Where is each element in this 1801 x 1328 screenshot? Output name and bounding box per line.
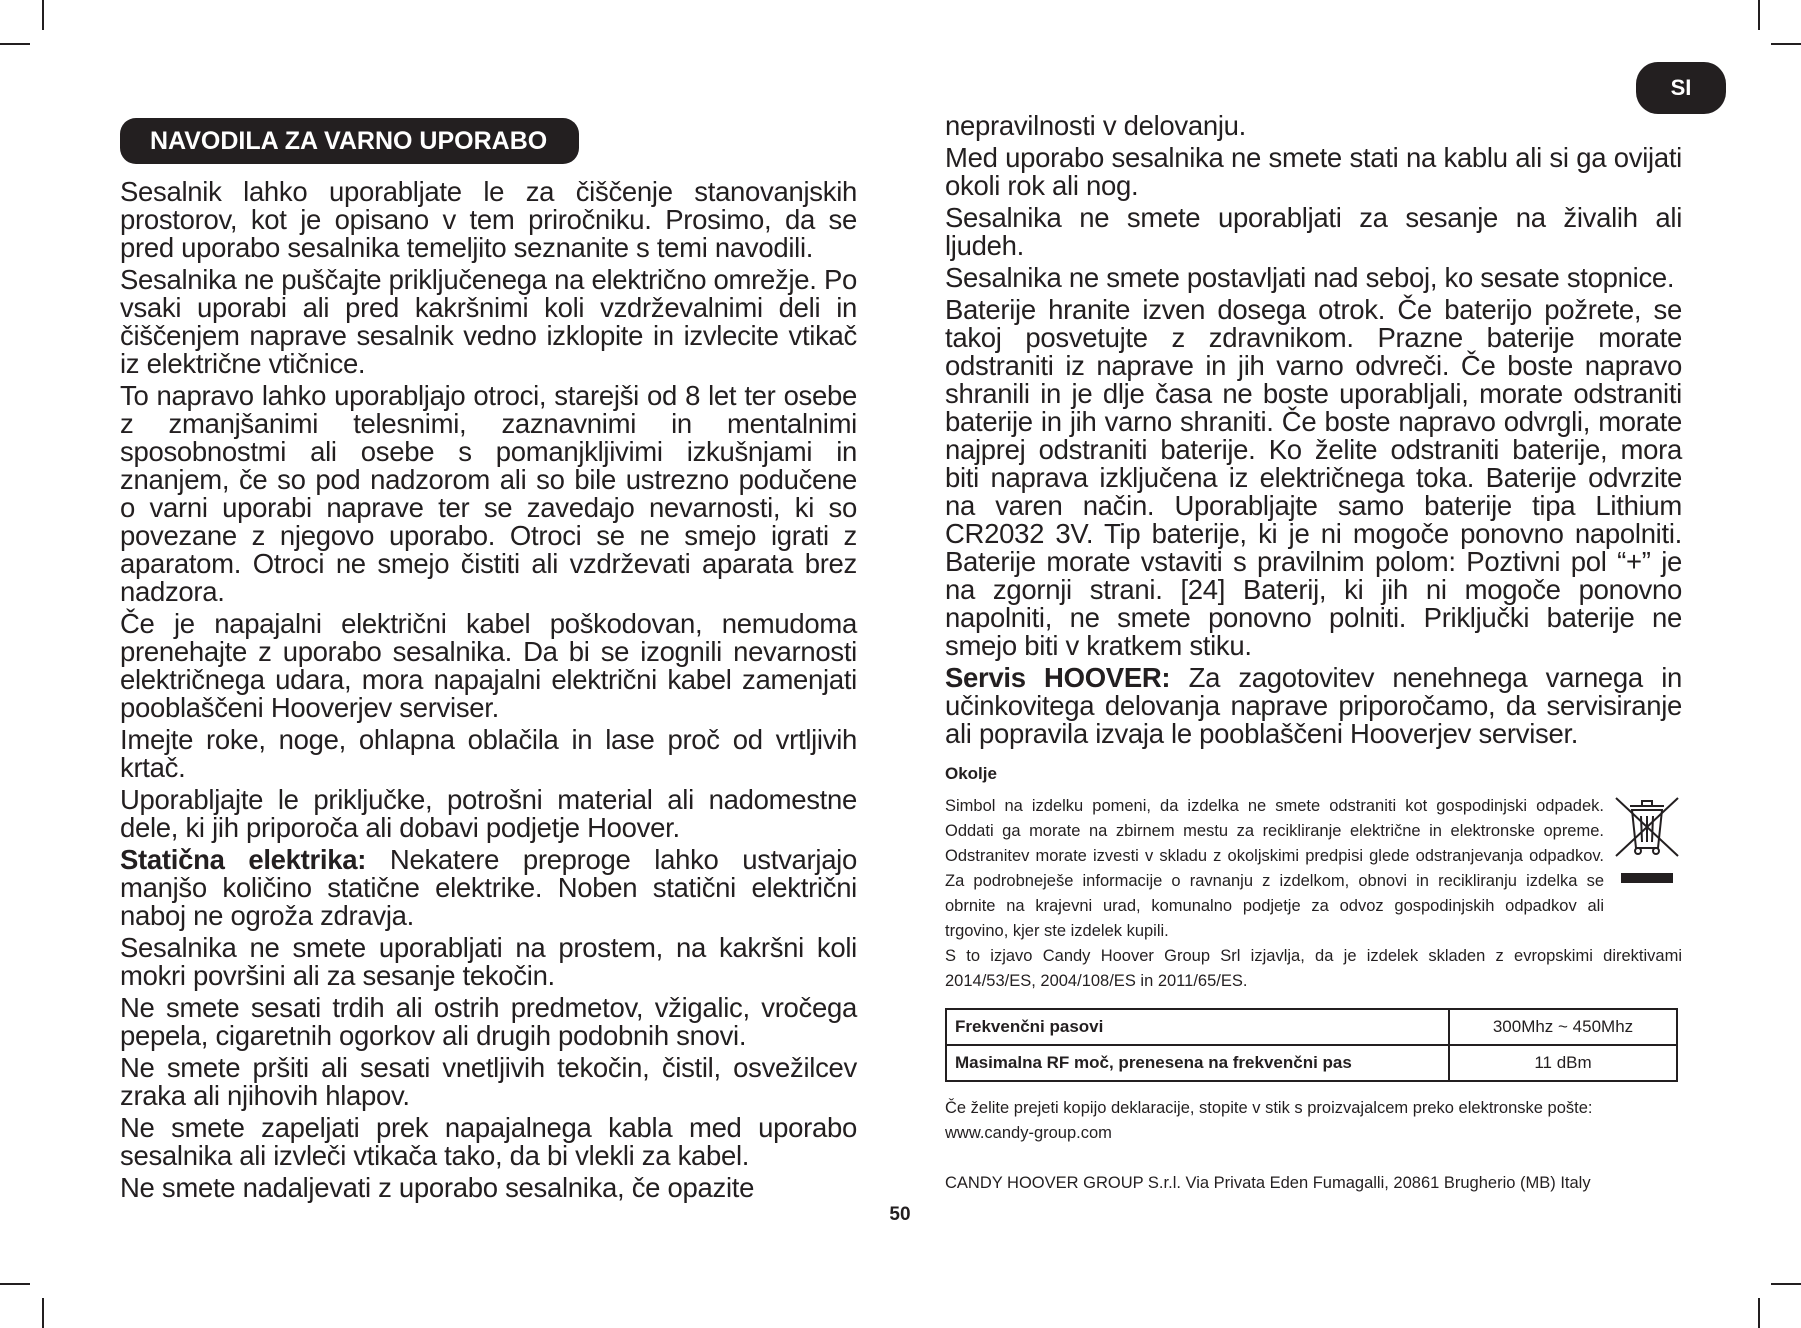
paragraph-service [945,664,1682,748]
paragraph: Sesalnika ne smete uporabljati na prostem, na kakršni koli mokri površini ali za sesanje tekočin. [120,932,857,991]
paragraph: Ne smete pršiti ali sesati vnetljivih tekočin, čistil, osvežilcev zraka ali njihovih hlapov. [120,1052,857,1111]
crop-mark [1771,43,1801,45]
paragraph-static-electricity [120,846,857,930]
crop-mark [1771,1283,1801,1285]
static-electricity-heading: Statična elektrika: [120,844,367,875]
crop-mark [42,0,44,30]
crop-mark [1758,1298,1760,1328]
weee-bar [1621,873,1673,883]
paragraph: Sesalnika ne puščajte priključenega na električno omrežje. Po vsaki uporabi ali pred kakršnimi koli vzdrževalnimi deli in čiščenjem naprave sesalnik vedno izklopite in izvlecite vtikač iz električne vtičnice. [120,264,857,379]
crossed-bin-icon-svg [1612,794,1682,860]
address-text: CANDY HOOVER GROUP S.r.l. Via Privata Eden Fumagalli, 20861 Brugherio (MB) Italy [945,1174,1591,1192]
static-electricity-text: Nekatere preproge lahko ustvarjajo manjšo količino statične elektrike. Noben statični električni naboj ne ogroža zdravja. [120,844,857,931]
table-cell-label: Masimalna RF moč, prenesena na frekvenčni pas [946,1045,1449,1081]
crop-mark [42,1298,44,1328]
paragraph: To napravo lahko uporabljajo otroci, starejši od 8 let ter osebe z zmanjšanimi telesnimi, zaznavnimi in mentalnimi sposobnostmi ali osebe s pomanjkljivimi izkušnjami in znanjem, če so pod nadzorom ali so bile ustrezno podučene o varni uporabi naprave ter se zavedajo nevarnosti, ki so povezane z njegovo uporabo. Otroci se ne smejo igrati z aparatom. Otroci ne smejo čistiti ali vzdrževati aparata brez nadzora. [120,380,857,607]
table-row [946,1009,1677,1045]
crossed-bin-icon [1612,794,1682,872]
crop-mark [0,43,30,45]
contact-text: Če želite prejeti kopijo deklaracije, stopite v stik s proizvajalcem preko elektronske pošte: www.candy-group.com [945,1099,1593,1142]
paragraph: Ne smete zapeljati prek napajalnega kabla med uporabo sesalnika ali izvleči vtikača tako, da bi vlekli za kabel. [120,1112,857,1171]
frequency-table [945,1008,1678,1082]
paragraph: Ne smete sesati trdih ali ostrih predmetov, vžigalic, vročega pepela, cigaretnih ogorkov ali drugih podobnih snovi. [120,992,857,1051]
service-text: Za zagotovitev nenehnega varnega in učinkovitega delovanja naprave priporočamo, da servisiranje ali popravila izvaja le pooblaščeni Hooverjev serviser. [945,662,1682,749]
paragraph: Ne smete nadaljevati z uporabo sesalnika, če opazite [120,1172,755,1203]
table-cell-value: 300Mhz ~ 450Mhz [1449,1009,1677,1045]
left-column [120,118,857,1206]
page-number: 50 [889,1204,911,1225]
paragraph: Med uporabo sesalnika ne smete stati na kablu ali si ga ovijati okoli rok ali nog. [945,142,1682,201]
paragraph: Uporabljajte le priključke, potrošni material ali nadomestne dele, ki jih priporoča ali dobavi podjetje Hoover. [120,784,857,843]
section-title: NAVODILA ZA VARNO UPORABO [120,118,579,164]
table-cell-label: Frekvenčni pasovi [946,1009,1449,1045]
paragraph: Imejte roke, noge, ohlapna oblačila in lase proč od vrtljivih krtač. [120,724,857,783]
service-heading: Servis HOOVER: [945,662,1171,693]
right-column [945,112,1682,1196]
paragraph: Sesalnik lahko uporabljate le za čiščenje stanovanjskih prostorov, kot je opisano v tem priročniku. Prosimo, da se pred uporabo sesalnika temeljito seznanite s temi navodili. [120,176,857,263]
paragraph: Sesalnika ne smete postavljati nad seboj, ko sesate stopnice. [945,262,1675,293]
declaration-text: S to izjavo Candy Hoover Group Srl izjavlja, da je izdelek skladen z evropskimi direktivami 2014/53/ES, 2004/108/ES in 2011/65/ES. [945,947,1682,990]
environment-text: Simbol na izdelku pomeni, da izdelka ne smete odstraniti kot gospodinjski odpadek. Oddati ga morate na zbirnem mestu za recikliranje električne in elektronske opreme. Odstranitev morate izvesti v skladu z okoljskimi predpisi glede odstranjevanja odpadkov. Za podrobneješe informacije o ravnanju z izdelkom, obnovi in recikliranju izdelka se obrnite na krajevni urad, komunalno podjetje za odvoz gospodinjskih odpadkov ali trgovino, kjer ste izdelek kupili. [945,797,1604,940]
environment-block [945,794,1682,944]
crop-mark [0,1283,30,1285]
crop-mark [1758,0,1760,30]
table-row [946,1045,1677,1081]
paragraph-batteries: Baterije hranite izven dosega otrok. Če baterijo požrete, se takoj posvetujte z zdravnikom. Prazne baterije morate odstraniti iz naprave in jih varno odvreči. Če boste napravo shranili in je dlje časa ne boste uporabljali, morate odstraniti baterije in jih varno shraniti. Če boste napravo odvrgli, morate najprej odstraniti baterije. Ko želite odstraniti baterije, mora biti naprava izključena iz električnega toka. Baterije odvrzite na varen način. Uporabljajte samo baterije tipa Lithium CR2032 3V. Tip baterije, ki je ni mogoče ponovno napolniti. Baterije morate vstaviti s pravilnim polom: Poztivni pol “+” je na zgornji strani. [24] Baterij, ki jih ni mogoče ponovno napolniti, ne smete ponovno polniti. Priključki baterije ne smejo biti v kratkem stiku. [945,294,1682,661]
language-badge: SI [1636,62,1726,114]
paragraph: nepravilnosti v delovanju. [945,110,1246,141]
paragraph: Sesalnika ne smete uporabljati za sesanje na živalih ali ljudeh. [945,202,1682,261]
paragraph: Če je napajalni električni kabel poškodovan, nemudoma prenehajte z uporabo sesalnika. Da bi se izognili nevarnosti električnega udara, mora napajalni električni kabel zamenjati pooblaščeni Hooverjev serviser. [120,608,857,723]
table-cell-value: 11 dBm [1449,1045,1677,1081]
environment-heading: Okolje [945,764,997,783]
